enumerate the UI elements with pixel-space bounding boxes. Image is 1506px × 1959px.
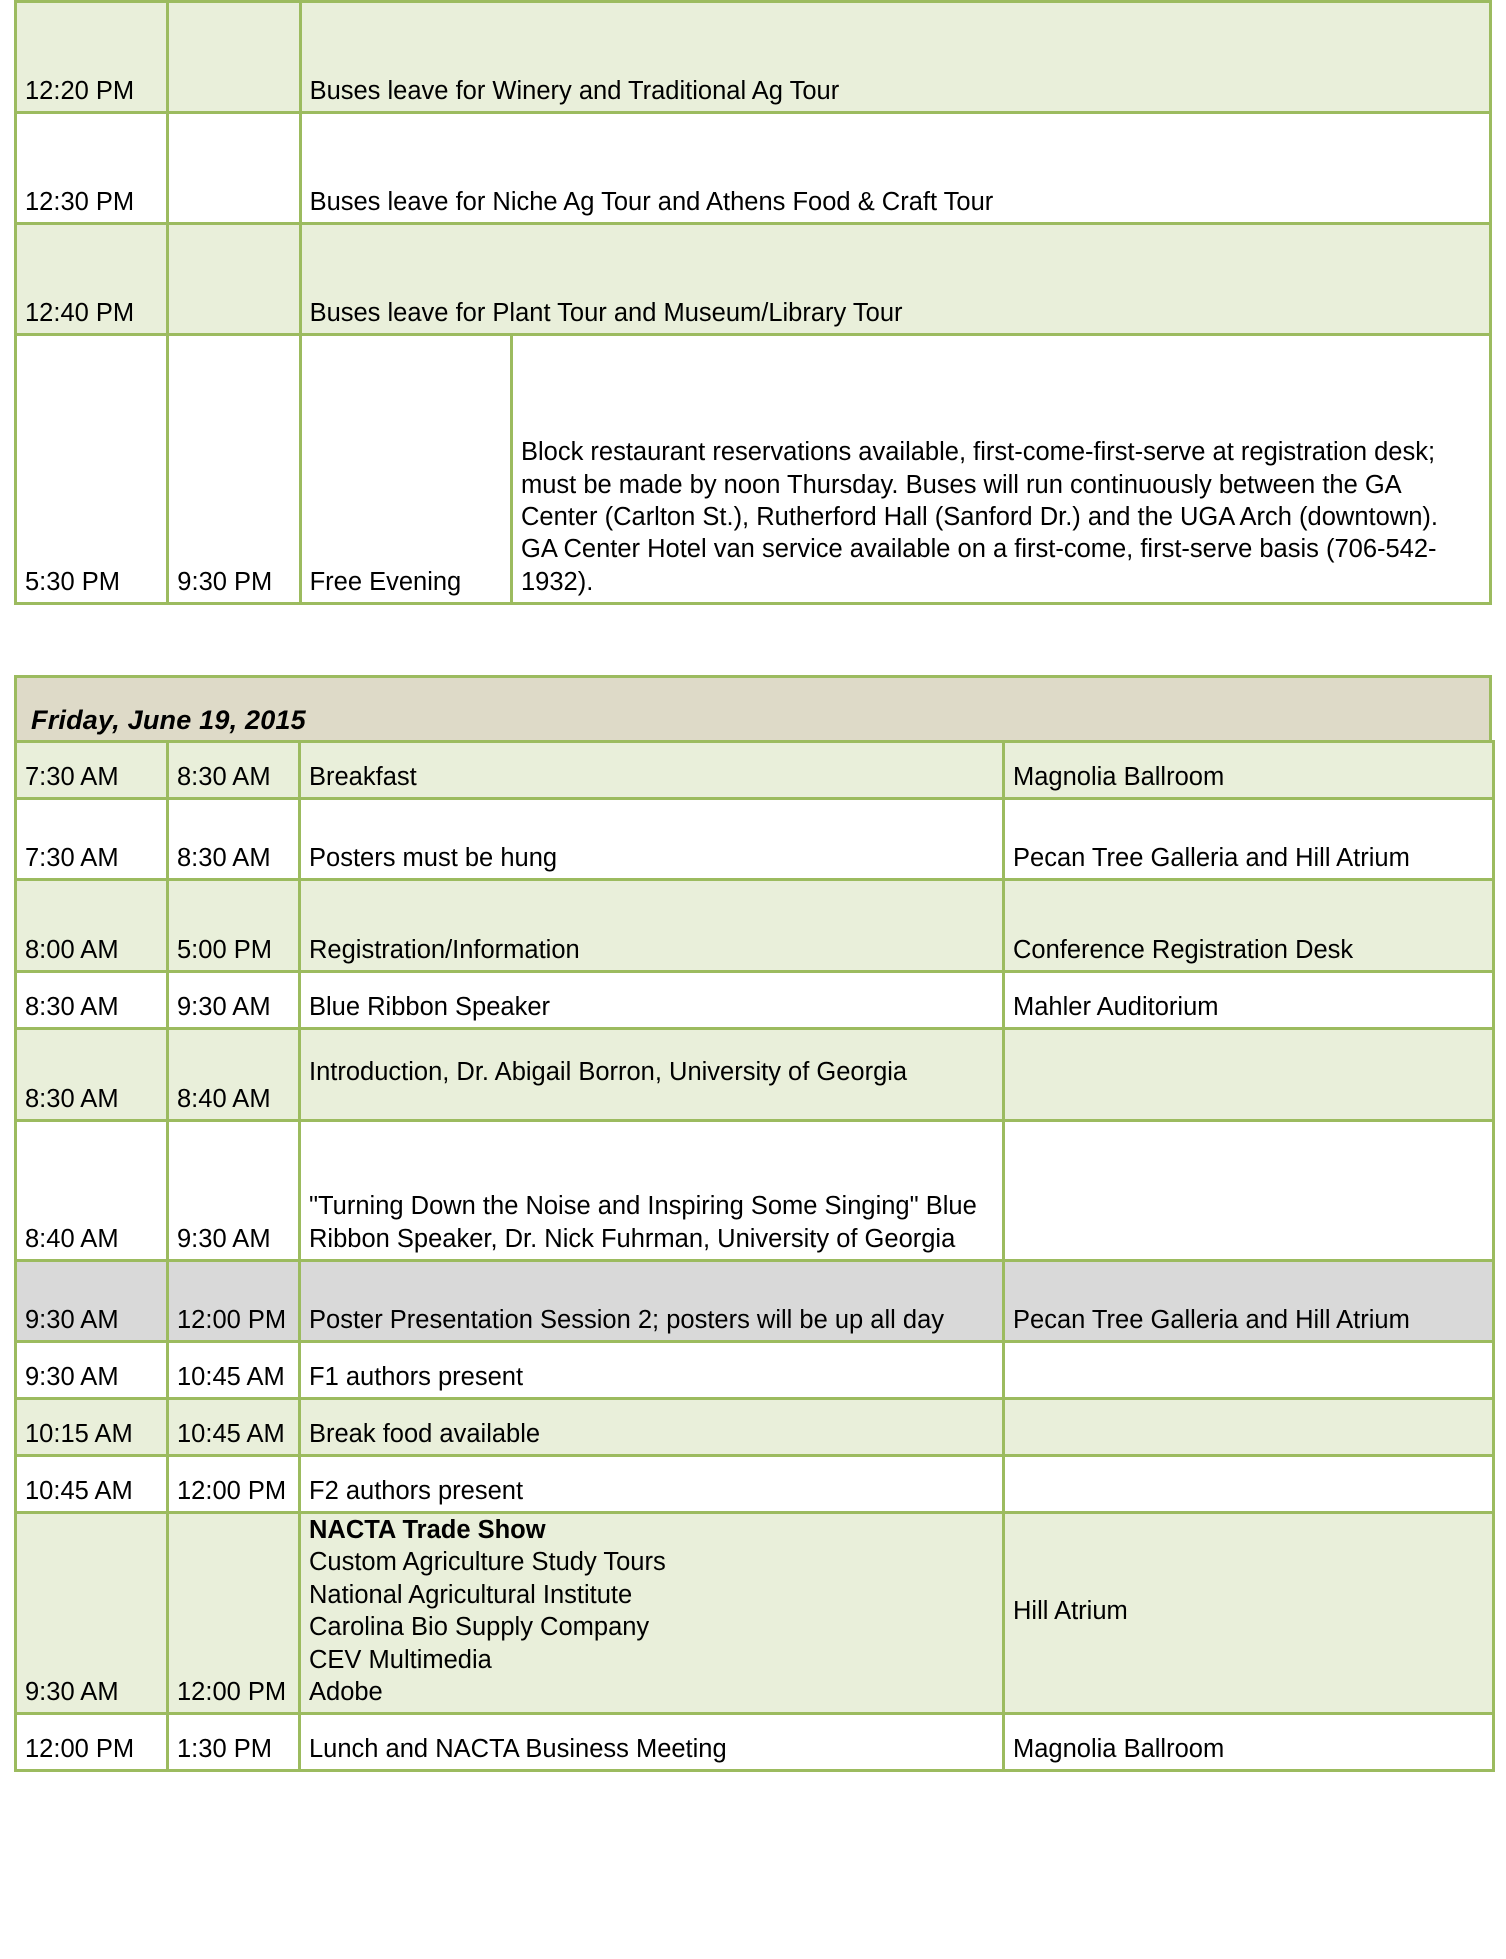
cell-location: Mahler Auditorium	[1004, 972, 1494, 1029]
table-row	[16, 1121, 1494, 1261]
cell-end-time: 9:30 AM	[168, 972, 300, 1029]
cell-location: Pecan Tree Galleria and Hill Atrium	[1004, 799, 1494, 880]
cell-start-time: 8:40 AM	[16, 1121, 168, 1261]
table-row	[16, 2, 1491, 113]
cell-start-time: 12:20 PM	[16, 2, 168, 113]
cell-end-time: 8:30 AM	[168, 742, 300, 799]
table-row	[16, 799, 1494, 880]
cell-description: Introduction, Dr. Abigail Borron, University of Georgia	[300, 1029, 1004, 1121]
cell-end-time: 1:30 PM	[168, 1714, 300, 1771]
cell-location: Hill Atrium	[1004, 1513, 1494, 1714]
cell-description: F2 authors present	[300, 1456, 1004, 1513]
cell-description	[300, 1513, 1004, 1714]
cell-location	[1004, 1342, 1494, 1399]
cell-description: Blue Ribbon Speaker	[300, 972, 1004, 1029]
table-row	[16, 1714, 1494, 1771]
cell-description: F1 authors present	[300, 1342, 1004, 1399]
day-banner	[14, 675, 1492, 743]
cell-description: Break food available	[300, 1399, 1004, 1456]
cell-end-time: 8:30 AM	[168, 799, 300, 880]
cell-description: Breakfast	[300, 742, 1004, 799]
nacta-exhibitor-item: CEV Multimedia	[309, 1645, 492, 1674]
cell-end-time	[168, 2, 300, 113]
nacta-trade-show-title: NACTA Trade Show	[309, 1516, 546, 1544]
cell-start-time: 10:15 AM	[16, 1399, 168, 1456]
table-row	[16, 1456, 1494, 1513]
cell-end-time: 9:30 PM	[168, 335, 300, 604]
cell-description: Buses leave for Niche Ag Tour and Athens Food & Craft Tour	[300, 113, 1490, 224]
cell-start-time: 7:30 AM	[16, 799, 168, 880]
table-row	[16, 1399, 1494, 1456]
cell-end-time: 5:00 PM	[168, 880, 300, 972]
cell-end-time	[168, 224, 300, 335]
cell-description: Lunch and NACTA Business Meeting	[300, 1714, 1004, 1771]
cell-start-time: 12:30 PM	[16, 113, 168, 224]
table-row	[16, 335, 1491, 604]
cell-start-time: 9:30 AM	[16, 1261, 168, 1342]
thursday-free-evening-table	[14, 333, 1492, 605]
cell-description: Buses leave for Winery and Traditional Ag Tour	[300, 2, 1490, 113]
cell-start-time: 8:00 AM	[16, 880, 168, 972]
cell-end-time: 12:00 PM	[168, 1261, 300, 1342]
cell-location: Pecan Tree Galleria and Hill Atrium	[1004, 1261, 1494, 1342]
cell-start-time: 5:30 PM	[16, 335, 168, 604]
cell-description: Registration/Information	[300, 880, 1004, 972]
cell-location: Conference Registration Desk	[1004, 880, 1494, 972]
cell-start-time: 8:30 AM	[16, 1029, 168, 1121]
cell-description: Poster Presentation Session 2; posters will be up all day	[300, 1261, 1004, 1342]
cell-end-time: 10:45 AM	[168, 1399, 300, 1456]
table-gap-spacer	[14, 605, 1492, 675]
cell-description: Posters must be hung	[300, 799, 1004, 880]
table-row	[16, 1342, 1494, 1399]
cell-end-time: 12:00 PM	[168, 1456, 300, 1513]
nacta-exhibitor-item: National Agricultural Institute	[309, 1580, 633, 1609]
table-row	[16, 972, 1494, 1029]
nacta-exhibitor-item: Adobe	[309, 1677, 383, 1706]
table-row	[16, 880, 1494, 972]
table-row	[16, 224, 1491, 335]
cell-location	[1004, 1399, 1494, 1456]
friday-schedule-table	[14, 740, 1495, 1772]
cell-start-time: 7:30 AM	[16, 742, 168, 799]
cell-start-time: 9:30 AM	[16, 1342, 168, 1399]
table-row	[16, 1261, 1494, 1342]
cell-start-time: 8:30 AM	[16, 972, 168, 1029]
cell-location: Magnolia Ballroom	[1004, 1714, 1494, 1771]
table-row	[16, 113, 1491, 224]
cell-end-time: 10:45 AM	[168, 1342, 300, 1399]
day-banner-label: Friday, June 19, 2015	[31, 705, 306, 735]
cell-location	[1004, 1121, 1494, 1261]
table-row	[16, 742, 1494, 799]
cell-start-time: 9:30 AM	[16, 1513, 168, 1714]
cell-end-time	[168, 113, 300, 224]
cell-location	[1004, 1029, 1494, 1121]
cell-description: "Turning Down the Noise and Inspiring Some Singing" Blue Ribbon Speaker, Dr. Nick Fuhrman, University of Georgia	[300, 1121, 1004, 1261]
cell-start-time: 10:45 AM	[16, 1456, 168, 1513]
cell-location	[1004, 1456, 1494, 1513]
cell-start-time: 12:00 PM	[16, 1714, 168, 1771]
table-row	[16, 1029, 1494, 1121]
thursday-tail-schedule-table	[14, 0, 1492, 336]
cell-start-time: 12:40 PM	[16, 224, 168, 335]
cell-end-time: 8:40 AM	[168, 1029, 300, 1121]
cell-description: Buses leave for Plant Tour and Museum/Library Tour	[300, 224, 1490, 335]
nacta-exhibitor-item: Carolina Bio Supply Company	[309, 1613, 650, 1642]
cell-note: Block restaurant reservations available, first-come-first-serve at registration desk; must be made by noon Thursday. Buses will run continuously between the GA Center (Carlton St.), Rutherford Hall (Sanford Dr.) and the UGA Arch (downtown). GA Center Hotel van service available on a first-come, first-serve basis (706-542-1932).	[511, 335, 1490, 604]
cell-end-time: 12:00 PM	[168, 1513, 300, 1714]
cell-description: Free Evening	[300, 335, 511, 604]
table-row	[16, 1513, 1494, 1714]
cell-end-time: 9:30 AM	[168, 1121, 300, 1261]
cell-location: Magnolia Ballroom	[1004, 742, 1494, 799]
nacta-exhibitor-item: Custom Agriculture Study Tours	[309, 1548, 666, 1577]
